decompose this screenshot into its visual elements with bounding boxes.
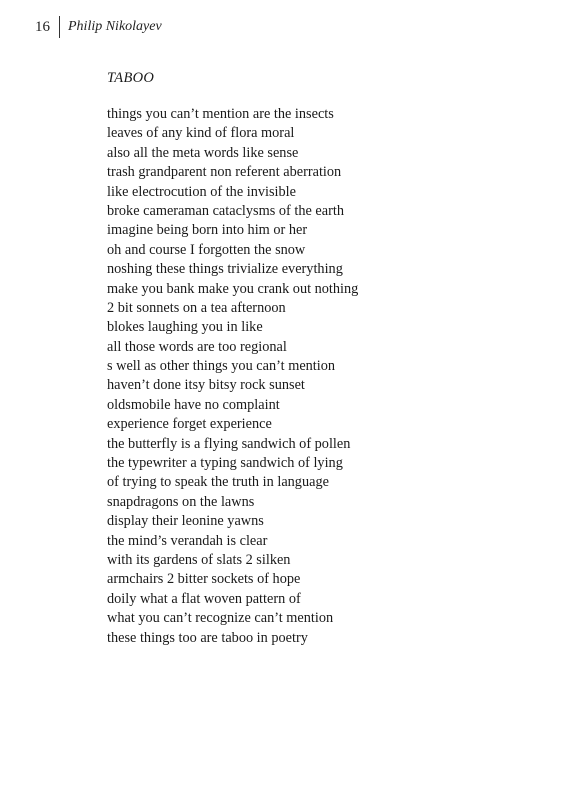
poem-line: make you bank make you crank out nothing bbox=[107, 280, 359, 297]
poem-line: these things too are taboo in poetry bbox=[107, 629, 308, 646]
poem-line: like electrocution of the invisible bbox=[107, 183, 296, 200]
poem-line: 2 bit sonnets on a tea afternoon bbox=[107, 299, 286, 316]
poem-line: armchairs 2 bitter sockets of hope bbox=[107, 571, 301, 588]
poem-line: the butterfly is a flying sandwich of pollen bbox=[107, 435, 351, 452]
poem bbox=[107, 68, 547, 648]
poem-line: experience forget experience bbox=[107, 416, 272, 433]
poem-line: display their leonine yawns bbox=[107, 513, 264, 530]
poem-line: oldsmobile have no complaint bbox=[107, 396, 280, 413]
poem-line: doily what a flat woven pattern of bbox=[107, 590, 301, 607]
poem-line: blokes laughing you in like bbox=[107, 319, 263, 336]
poem-line: things you can’t mention are the insects bbox=[107, 106, 334, 122]
poem-line: what you can’t recognize can’t mention bbox=[107, 610, 334, 627]
poem-line: oh and course I forgotten the snow bbox=[107, 241, 306, 258]
poem-line: of trying to speak the truth in language bbox=[107, 474, 329, 491]
poem-line: trash grandparent non referent aberration bbox=[107, 164, 342, 181]
poem-line: broke cameraman cataclysms of the earth bbox=[107, 202, 344, 219]
poem-line: the mind’s verandah is clear bbox=[107, 532, 268, 549]
poem-line: the typewriter a typing sandwich of lying bbox=[107, 455, 343, 472]
header-divider bbox=[59, 16, 60, 38]
page-number: 16 bbox=[35, 18, 50, 35]
poem-line: snapdragons on the lawns bbox=[107, 493, 255, 510]
poem-line: s well as other things you can’t mention bbox=[107, 358, 336, 375]
poem-line: haven’t done itsy bitsy rock sunset bbox=[107, 377, 305, 394]
running-header bbox=[35, 16, 162, 38]
poem-line: imagine being born into him or her bbox=[107, 222, 308, 239]
poem-line: all those words are too regional bbox=[107, 338, 287, 355]
poem-line: leaves of any kind of flora moral bbox=[107, 125, 295, 142]
poem-line: also all the meta words like sense bbox=[107, 144, 299, 161]
poem-lines bbox=[107, 105, 547, 648]
author-name: Philip Nikolayev bbox=[68, 19, 162, 34]
poem-line: noshing these things trivialize everything bbox=[107, 261, 343, 278]
poem-title: TABOO bbox=[107, 70, 155, 86]
poem-line: with its gardens of slats 2 silken bbox=[107, 551, 291, 568]
